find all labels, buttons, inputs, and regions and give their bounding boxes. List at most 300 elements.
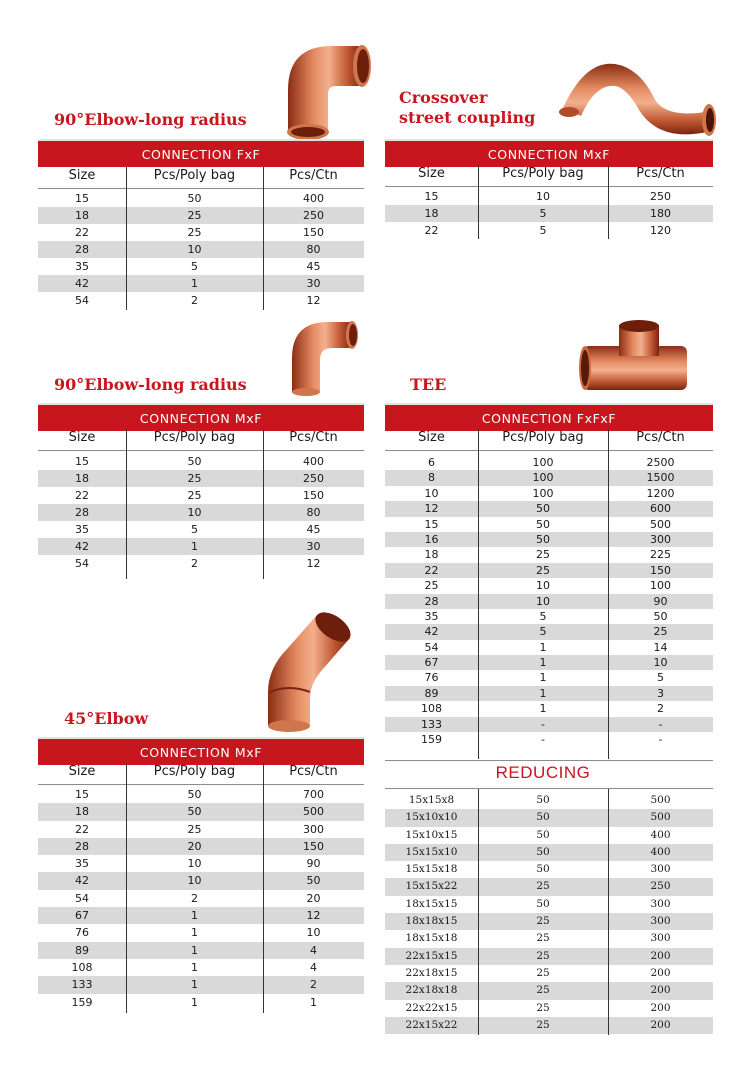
size-cell: 18	[75, 209, 89, 222]
table-row	[385, 609, 713, 624]
ctn-cell: 250	[303, 209, 324, 222]
bag-cell: 20	[187, 839, 202, 853]
bag-cell: 2	[191, 557, 198, 570]
ctn-cell: 90	[306, 857, 321, 871]
bag-cell: 25	[536, 984, 550, 997]
ctn-cell: 250	[650, 190, 671, 203]
ctn-cell: 500	[650, 794, 671, 806]
table-row	[385, 486, 713, 501]
crossover-title-line1: Crossover	[399, 88, 488, 107]
elbow-90-fxf-photo	[270, 30, 380, 142]
bag-cell: 25	[187, 489, 202, 502]
ctn-cell: 90	[653, 594, 668, 608]
table-row	[385, 1017, 713, 1034]
bag-cell: 10	[187, 243, 202, 256]
size-cell: 15x15x22	[405, 880, 458, 893]
size-cell: 22x18x15	[405, 966, 458, 979]
table-row	[385, 205, 713, 222]
table-row	[385, 547, 713, 562]
bag-cell: 25	[536, 880, 550, 893]
reducing-table-body	[385, 792, 713, 1034]
table-header	[385, 164, 713, 187]
tee-table	[385, 403, 713, 1043]
table-row	[385, 686, 713, 701]
bag-cell: 5	[539, 609, 547, 623]
size-cell: 35	[75, 857, 89, 871]
ctn-cell: 1500	[646, 471, 675, 485]
size-cell: 22	[75, 489, 89, 502]
size-cell: 15	[75, 788, 89, 801]
size-cell: 18x15x15	[405, 897, 458, 910]
ctn-cell: 5	[657, 671, 664, 685]
size-cell: 133	[421, 717, 442, 731]
table-row	[38, 821, 364, 838]
table-body	[38, 786, 364, 1011]
table-body	[38, 190, 364, 309]
ctn-cell: 600	[650, 502, 671, 516]
bag-cell: 100	[532, 486, 554, 500]
size-cell: 15	[75, 192, 89, 205]
col-size: Size	[418, 166, 445, 181]
col-ctn: Pcs/Ctn	[636, 430, 685, 445]
ctn-cell: 400	[303, 192, 324, 205]
size-cell: 108	[71, 960, 93, 974]
col-size: Size	[68, 764, 96, 779]
table-row	[38, 190, 364, 207]
bag-cell: 1	[191, 943, 198, 957]
bag-cell: 25	[536, 1001, 550, 1014]
ctn-cell: 4	[310, 960, 317, 974]
size-cell: 28	[75, 243, 89, 256]
crossover-title-line2: street coupling	[399, 108, 536, 127]
bag-cell: 1	[539, 671, 547, 685]
ctn-cell: 200	[650, 1001, 671, 1014]
col-bag: Pcs/Poly bag	[502, 166, 584, 181]
ctn-cell: 12	[306, 557, 321, 570]
connection-header: CONNECTION FxFxF	[385, 403, 713, 431]
table-row	[385, 701, 713, 716]
table-row	[38, 907, 364, 924]
bag-cell: 1	[191, 978, 198, 992]
ctn-cell: 200	[650, 984, 671, 997]
table-row	[385, 501, 713, 516]
table-header	[385, 428, 713, 451]
table-row	[38, 241, 364, 258]
bag-cell: 1	[191, 277, 198, 290]
bag-cell: 50	[187, 192, 202, 205]
ctn-cell: 20	[306, 891, 321, 905]
bag-cell: -	[541, 733, 545, 747]
size-cell: 18	[75, 805, 89, 819]
ctn-cell: 30	[306, 540, 321, 553]
bag-cell: 50	[536, 845, 550, 858]
size-cell: 159	[421, 733, 442, 747]
bag-cell: 50	[536, 811, 550, 824]
size-cell: 22	[424, 563, 439, 577]
table-row	[38, 207, 364, 224]
ctn-cell: 4	[310, 943, 317, 957]
size-cell: 22x22x15	[405, 1001, 458, 1014]
ctn-cell: 400	[303, 455, 324, 468]
size-cell: 15x10x15	[405, 828, 458, 841]
bag-cell: 1	[191, 960, 198, 974]
bag-cell: 1	[191, 926, 198, 940]
bag-cell: 50	[536, 532, 550, 546]
table-row	[38, 224, 364, 241]
bag-cell: 1	[539, 640, 547, 654]
size-cell: 42	[424, 625, 439, 639]
table-row	[385, 563, 713, 578]
ctn-cell: 50	[306, 874, 321, 888]
elbow-mxf-table	[38, 403, 364, 581]
bag-cell: 10	[536, 190, 550, 203]
size-cell: 28	[75, 506, 89, 519]
ctn-cell: 30	[306, 277, 321, 290]
size-cell: 15x15x10	[405, 845, 458, 858]
bag-cell: 25	[536, 548, 550, 562]
table-row	[385, 982, 713, 999]
size-cell: 67	[75, 909, 89, 923]
table-row	[38, 538, 364, 555]
table-row	[38, 470, 364, 487]
ctn-cell: 25	[653, 625, 668, 639]
table-row	[385, 732, 713, 747]
size-cell: 15x10x10	[405, 811, 458, 824]
bag-cell: 5	[191, 523, 198, 536]
ctn-cell: 100	[650, 579, 671, 593]
table-row	[385, 455, 713, 470]
table-row	[385, 965, 713, 982]
table-row	[38, 872, 364, 889]
table-header	[38, 428, 364, 451]
ctn-cell: 400	[650, 828, 671, 841]
table-header	[38, 762, 364, 785]
connection-header: CONNECTION FxF	[38, 139, 364, 167]
table-row	[385, 670, 713, 685]
bag-cell: 100	[532, 456, 554, 469]
size-cell: 42	[75, 540, 89, 553]
size-cell: 133	[71, 978, 93, 992]
col-bag: Pcs/Poly bag	[153, 168, 236, 183]
bag-cell: 25	[187, 472, 202, 485]
ctn-cell: 2	[310, 978, 317, 992]
connection-header: CONNECTION MxF	[38, 403, 364, 431]
ctn-cell: -	[658, 717, 663, 731]
bag-cell: 25	[187, 822, 202, 836]
table-row	[385, 1000, 713, 1017]
size-cell: 8	[428, 471, 435, 485]
size-cell: 35	[75, 260, 89, 273]
ctn-cell: 700	[303, 788, 324, 801]
elbow-90-mxf-photo	[282, 312, 362, 396]
ctn-cell: 500	[650, 811, 671, 824]
ctn-cell: 300	[650, 915, 671, 928]
bag-cell: -	[541, 717, 545, 731]
col-size: Size	[68, 168, 96, 183]
table-row	[385, 930, 713, 947]
ctn-cell: 250	[303, 472, 324, 485]
table-header	[38, 166, 364, 189]
table-row	[385, 655, 713, 670]
size-cell: 22	[424, 224, 439, 237]
ctn-cell: 80	[306, 506, 321, 519]
size-cell: 22	[75, 822, 89, 836]
table-row	[38, 959, 364, 976]
size-cell: 22	[75, 226, 89, 239]
bag-cell: 50	[536, 794, 550, 806]
col-ctn: Pcs/Ctn	[289, 430, 338, 445]
table-row	[385, 640, 713, 655]
bag-cell: 25	[536, 932, 550, 945]
bag-cell: 1	[191, 540, 198, 553]
ctn-cell: 200	[650, 949, 671, 962]
bag-cell: 5	[539, 224, 547, 237]
ctn-cell: 150	[303, 489, 324, 502]
table-row	[385, 578, 713, 593]
size-cell: 6	[428, 456, 435, 469]
ctn-cell: 120	[650, 224, 671, 237]
bag-cell: 2	[191, 294, 198, 307]
bag-cell: 2	[191, 891, 198, 905]
table-row	[385, 878, 713, 895]
table-body	[385, 188, 713, 239]
bag-cell: 50	[536, 517, 550, 531]
bag-cell: 10	[187, 506, 202, 519]
size-cell: 15x15x8	[408, 794, 455, 806]
size-cell: 159	[71, 995, 93, 1009]
bag-cell: 1	[539, 702, 547, 716]
col-bag: Pcs/Poly bag	[153, 764, 236, 779]
crossover-coupling-photo	[555, 50, 725, 140]
ctn-cell: 300	[650, 897, 671, 910]
col-ctn: Pcs/Ctn	[289, 764, 338, 779]
ctn-cell: -	[658, 733, 663, 747]
connection-header: CONNECTION MxF	[385, 139, 713, 167]
table-row	[385, 792, 713, 809]
size-cell: 25	[424, 579, 439, 593]
table-row	[38, 942, 364, 959]
table-row	[385, 470, 713, 485]
crossover-table	[385, 139, 713, 249]
table-row	[38, 453, 364, 470]
ctn-cell: 80	[306, 243, 321, 256]
ctn-cell: 300	[650, 932, 671, 945]
ctn-cell: 300	[650, 863, 671, 876]
elbow-fxf-table	[38, 139, 364, 314]
bag-cell: 50	[536, 828, 550, 841]
tee-photo	[575, 318, 695, 396]
bag-cell: 50	[187, 805, 202, 819]
table-row	[38, 803, 364, 820]
size-cell: 18x18x15	[405, 915, 458, 928]
ctn-cell: 150	[650, 563, 671, 577]
size-cell: 22x15x15	[405, 949, 458, 962]
table-row	[38, 521, 364, 538]
size-cell: 18x15x18	[405, 932, 458, 945]
size-cell: 12	[424, 502, 439, 516]
col-size: Size	[68, 430, 96, 445]
table-row	[38, 855, 364, 872]
table-row	[38, 504, 364, 521]
bag-cell: 1	[191, 909, 198, 923]
table-row	[38, 838, 364, 855]
table-row	[385, 532, 713, 547]
size-cell: 15x15x18	[405, 863, 458, 876]
ctn-cell: 45	[306, 523, 321, 536]
bag-cell: 1	[191, 995, 198, 1009]
col-ctn: Pcs/Ctn	[636, 166, 685, 181]
size-cell: 67	[424, 656, 439, 670]
bag-cell: 5	[539, 207, 547, 220]
elbow45-table	[38, 737, 364, 1017]
table-row	[385, 809, 713, 826]
bag-cell: 10	[187, 874, 202, 888]
table-row	[385, 717, 713, 732]
size-cell: 54	[75, 294, 89, 307]
ctn-cell: 400	[650, 845, 671, 858]
size-cell: 35	[424, 609, 439, 623]
size-cell: 18	[75, 472, 89, 485]
ctn-cell: 300	[303, 822, 324, 836]
size-cell: 76	[75, 926, 89, 940]
bag-cell: 5	[539, 625, 547, 639]
table-body	[38, 453, 364, 572]
ctn-cell: 2	[657, 702, 664, 716]
bag-cell: 50	[187, 455, 202, 468]
ctn-cell: 1	[310, 995, 317, 1009]
col-bag: Pcs/Poly bag	[502, 430, 584, 445]
elbow-mxf-title: 90°Elbow-long radius	[54, 375, 247, 394]
reducing-title: REDUCING	[495, 763, 591, 782]
table-row	[385, 948, 713, 965]
size-cell: 54	[75, 891, 89, 905]
table-row	[385, 827, 713, 844]
size-cell: 54	[424, 640, 439, 654]
bag-cell: 50	[187, 788, 202, 801]
bag-cell: 25	[536, 1018, 550, 1031]
ctn-cell: 180	[650, 207, 671, 220]
table-row	[385, 624, 713, 639]
bag-cell: 25	[536, 915, 550, 928]
ctn-cell: 45	[306, 260, 321, 273]
table-row	[38, 890, 364, 907]
col-bag: Pcs/Poly bag	[153, 430, 236, 445]
table-row	[38, 924, 364, 941]
table-row	[385, 861, 713, 878]
bag-cell: 5	[191, 260, 198, 273]
size-cell: 15	[424, 517, 439, 531]
elbow-fxf-title: 90°Elbow-long radius	[54, 110, 247, 129]
ctn-cell: 50	[653, 609, 668, 623]
table-row	[385, 594, 713, 609]
bag-cell: 25	[187, 209, 202, 222]
size-cell: 18	[424, 207, 439, 220]
ctn-cell: 225	[650, 548, 671, 562]
ctn-cell: 500	[303, 805, 324, 819]
size-cell: 54	[75, 557, 89, 570]
table-row	[38, 555, 364, 572]
ctn-cell: 200	[650, 1018, 671, 1031]
size-cell: 16	[424, 532, 439, 546]
bag-cell: 10	[536, 579, 550, 593]
bag-cell: 25	[536, 966, 550, 979]
ctn-cell: 1200	[646, 486, 675, 500]
table-row	[385, 222, 713, 239]
bag-cell: 10	[187, 857, 202, 871]
size-cell: 28	[424, 594, 439, 608]
size-cell: 28	[75, 839, 89, 853]
bag-cell: 50	[536, 897, 550, 910]
bag-cell: 25	[536, 949, 550, 962]
table-row	[38, 786, 364, 803]
ctn-cell: 150	[303, 226, 324, 239]
table-row	[38, 487, 364, 504]
connection-header: CONNECTION MxF	[38, 737, 364, 765]
table-row	[385, 896, 713, 913]
ctn-cell: 300	[650, 532, 671, 546]
size-cell: 76	[424, 671, 439, 685]
table-row	[385, 517, 713, 532]
size-cell: 15	[75, 455, 89, 468]
size-cell: 22x18x18	[405, 984, 458, 997]
bag-cell: 50	[536, 863, 550, 876]
elbow45-title: 45°Elbow	[64, 709, 149, 728]
size-cell: 22x15x22	[405, 1018, 458, 1031]
size-cell: 42	[75, 874, 89, 888]
bag-cell: 50	[536, 502, 550, 516]
size-cell: 18	[424, 548, 439, 562]
table-body	[385, 455, 713, 747]
size-cell: 89	[424, 686, 439, 700]
size-cell: 89	[75, 943, 89, 957]
table-row	[38, 976, 364, 993]
bag-cell: 1	[539, 656, 547, 670]
table-row	[38, 292, 364, 309]
table-row	[385, 913, 713, 930]
ctn-cell: 2500	[646, 456, 675, 469]
ctn-cell: 250	[650, 880, 671, 893]
table-row	[38, 994, 364, 1011]
ctn-cell: 10	[653, 656, 668, 670]
col-ctn: Pcs/Ctn	[289, 168, 338, 183]
ctn-cell: 200	[650, 966, 671, 979]
ctn-cell: 150	[303, 839, 324, 853]
ctn-cell: 3	[657, 686, 664, 700]
size-cell: 108	[421, 702, 442, 716]
bag-cell: 25	[187, 226, 202, 239]
col-size: Size	[418, 430, 445, 445]
table-row	[38, 258, 364, 275]
bag-cell: 25	[536, 563, 550, 577]
table-row	[38, 275, 364, 292]
size-cell: 42	[75, 277, 89, 290]
bag-cell: 1	[539, 686, 547, 700]
elbow-45-photo	[258, 608, 358, 732]
size-cell: 35	[75, 523, 89, 536]
bag-cell: 100	[532, 471, 554, 485]
ctn-cell: 10	[306, 926, 321, 940]
ctn-cell: 500	[650, 517, 671, 531]
size-cell: 15	[424, 190, 439, 203]
ctn-cell: 12	[306, 909, 321, 923]
table-row	[385, 844, 713, 861]
size-cell: 10	[424, 486, 439, 500]
tee-title: TEE	[410, 375, 447, 394]
ctn-cell: 14	[653, 640, 668, 654]
bag-cell: 10	[536, 594, 550, 608]
table-row	[385, 188, 713, 205]
ctn-cell: 12	[306, 294, 321, 307]
